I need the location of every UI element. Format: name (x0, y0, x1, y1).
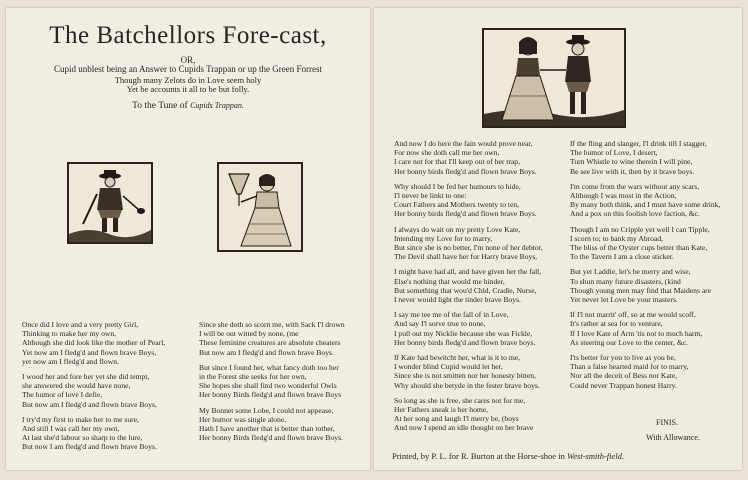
verse-line: Her bonny Birds fledg'd and flown brave Boys (199, 390, 342, 400)
verse-line: If I love Kate of Arm 'tis not to much harm, (570, 328, 703, 338)
stanza (22, 320, 194, 366)
verse-line: But something that wou'd Chld, Cradle, Nurse, (394, 285, 537, 295)
woman-figure-icon (219, 164, 301, 250)
verse-line: I wonder blind Cupid would let her, (394, 362, 503, 372)
verse-line: But since I found her, what fancy doth too her (199, 362, 339, 372)
verse-line: By many both think, and I must have some drink, (570, 200, 721, 210)
tune-name: Cupids Trappan. (190, 101, 244, 110)
verse-line: I always do wait on my pretty Love Kate, (394, 224, 521, 234)
verse-line: Why should she betyde in the fester brave boys. (394, 380, 540, 390)
verse-line: I'ts better for you to live as you be, (570, 353, 676, 363)
verse-line: As steering our Love to the center, &c. (570, 337, 688, 347)
verse-line: Intending my Love for to marry, (394, 233, 493, 243)
verse-line: I wood her and fore her yet she did tempt, (22, 372, 150, 382)
ballad-title: The Batchellors Fore-cast, (49, 22, 327, 49)
stanza (570, 225, 738, 262)
stanza (199, 406, 367, 443)
verse-line: I try'd my first to make her to me sure, (22, 414, 139, 424)
left-column-2 (199, 320, 367, 448)
stanza (570, 182, 738, 219)
verse-line: If the fling and slanger, I'l drink till I stagger, (570, 139, 707, 148)
imprint-prefix: Printed, by P. L. for R. Burton at the Horse-shoe in (392, 451, 565, 461)
verse-line: But since she is no better, I'm none of her debtor, (394, 243, 543, 253)
verse-line: Though young men may find that Maidens are (570, 285, 712, 295)
stanza (22, 372, 194, 409)
verse-line: Why should I be fed her humours to hide, (394, 181, 521, 191)
verse-line: I never would light the tinder brave Boys. (394, 295, 521, 305)
verse-line: Since she is not smitten nor her honesty bitten, (394, 371, 536, 381)
finis-label: FINIS. (656, 418, 679, 427)
right-column-1 (394, 139, 564, 439)
verse-line: The bliss of the Oyster cups better than Kate, (570, 243, 708, 253)
stanza (394, 396, 564, 433)
verse-line: Turn Whistle to wine therein I will pine, (570, 157, 693, 167)
stanza (394, 139, 564, 176)
allowance-label: With Allowance. (646, 433, 700, 442)
stanza (22, 415, 194, 452)
verse-line: I'l never be linkt to one: (394, 191, 467, 201)
left-sheet (6, 8, 370, 470)
couple-figure-icon (484, 30, 624, 126)
verse-line: Than a false hearted maid for to marry, (570, 362, 689, 372)
verse-line: To shun many future disasters, (kind (570, 276, 681, 286)
left-column-1 (22, 320, 194, 458)
stanza (570, 139, 738, 176)
verse-line: My Bonnet some Lobe, I could not appease, (199, 405, 334, 415)
stanza (570, 267, 738, 304)
verse-line: Be see live with it, then by it brave boys. (570, 166, 695, 176)
verse-line: It's rather at sea for to venture, (570, 319, 663, 329)
verse-line: And a pox on this foolish love faction, &c. (570, 209, 700, 219)
right-column-2 (570, 139, 738, 396)
imprint-line (392, 451, 624, 461)
stanza (394, 310, 564, 347)
verse-line: Her bonny birds fledg'd and flown brave boys. (394, 337, 536, 347)
verse-line: Her bonny birds fledg'd and flown brave Boys. (394, 166, 537, 176)
verse-line: And now I do here the fain would prove near, (394, 139, 533, 148)
stanza (570, 353, 738, 390)
verse-line: The humor of love I defie, (22, 390, 103, 400)
verse-line: The humor of Love, I desert, (570, 148, 658, 158)
woodcut-man (67, 162, 153, 244)
verse-line: I will be out witted by none, (me (199, 329, 299, 339)
verse-line: Nor all the deceit of Bess nor Kate, (570, 371, 678, 381)
verse-line: Her humor was single alone, (199, 414, 287, 424)
verse-line: She hopes she shall find two wonderful Owls (199, 381, 337, 391)
verse-line: If Kate had bewitcht her, what is it to me, (394, 353, 521, 363)
stanza (394, 267, 564, 304)
verse-line: Thinking to make her my own, (22, 329, 117, 339)
verse-line: For now she doth call me her own, (394, 148, 500, 158)
verse-line: But yet Laddie, let's be merry and wise, (570, 267, 691, 277)
verse-line: I pull out my Nicklie because she was Fickle, (394, 328, 533, 338)
woodcut-couple (482, 28, 626, 128)
stanza (394, 225, 564, 262)
imprint-place: West-smith-field. (566, 451, 625, 461)
verse-line: Else's nothing that would me hinder, (394, 276, 505, 286)
verse-line: And still I was call her my own, (22, 424, 120, 434)
verse-line: So long as she is free, she cares not for me, (394, 395, 526, 405)
verse-line: Once did I love and a very pretty Girl, (22, 320, 139, 329)
verse-line: I scorn to; to bank my Abroad, (570, 233, 664, 243)
stanza (394, 182, 564, 219)
verse-line: At last she'd labour so sharp to the lure, (22, 433, 143, 443)
tune-line (6, 101, 370, 111)
verse-line: To the Tavern I am a close sticker. (570, 252, 674, 262)
verse-line: Since she doth so scorn me, with Sack I'l drown (199, 320, 345, 329)
verse-line: Though I am no Cripple yet well I can Tipple, (570, 224, 710, 234)
verse-line: Her Fathers sneak is her home, (394, 405, 489, 415)
subtitle-line-1: Cupid unblest being an Answer to Cupids Trappan or up the Green Forrest (54, 64, 322, 74)
subtitle-line-2: Though many Zelots do in Love seem holy (114, 75, 262, 85)
verse-line: yet now am I fledg'd and flown. (22, 356, 119, 366)
verse-line: Yet now am I fledg'd and flown brave Boys, (22, 347, 157, 357)
verse-line: But now I am fledg'd and flown brave Boys. (22, 442, 157, 452)
verse-line: Although she did look like the mother of Pearl, (22, 338, 166, 348)
verse-line: I might have had all, and have given her the fall, (394, 267, 542, 277)
verse-line: I care not for that I'll keep out of her trap, (394, 157, 520, 167)
verse-line: Her bonny Birds fledg'd and flown brave Boys. (199, 433, 343, 443)
verse-line: I'm come from the wars without any scars, (570, 181, 700, 191)
verse-line: And say I'l sorve true to none, (394, 319, 486, 329)
subtitle-line-3: Yet be accounts it all to be but folly. (126, 84, 250, 94)
woodcut-woman (217, 162, 303, 252)
verse-line: Hath I have another that is better than tother, (199, 424, 335, 434)
verse-line: in the Forest she seeks for her own, (199, 372, 307, 382)
verse-line: The Devil shall have her for Harry brave Boys, (394, 252, 538, 262)
verse-line: Court Fathers and Mothers twenty to ten, (394, 200, 520, 210)
verse-line: And now I spend an idle thought on her brave (394, 423, 534, 433)
verse-line: At her song and laugh I'l merry be, (boys (394, 414, 519, 424)
right-sheet (374, 8, 742, 470)
verse-line: she answered she would have none, (22, 381, 131, 391)
verse-line: If I'l not marrit' off, so at me would scoff, (570, 310, 696, 320)
stanza (199, 363, 367, 400)
verse-line: Her bonny birds fledg'd and flown brave Boys. (394, 209, 537, 219)
stanza (199, 320, 367, 357)
verse-line: But now am I fledg'd and flown brave Boys. (199, 347, 334, 357)
stanza (394, 353, 564, 390)
verse-line: Although I was most in the Action, (570, 191, 677, 201)
verse-line: Could never Trappan honest Harry. (570, 380, 677, 390)
man-figure-icon (69, 164, 151, 242)
verse-line: These feminine creatures are absolute cheaters (199, 338, 341, 348)
verse-line: But now am I fledg'd and flown brave Boys, (22, 399, 157, 409)
verse-line: Yet never let Love be your masters. (570, 295, 678, 305)
stanza (570, 310, 738, 347)
title-or: OR, (180, 55, 196, 65)
verse-line: I say me tee me of the fall of in Love, (394, 310, 509, 320)
tune-label: To the Tune of (132, 101, 188, 111)
